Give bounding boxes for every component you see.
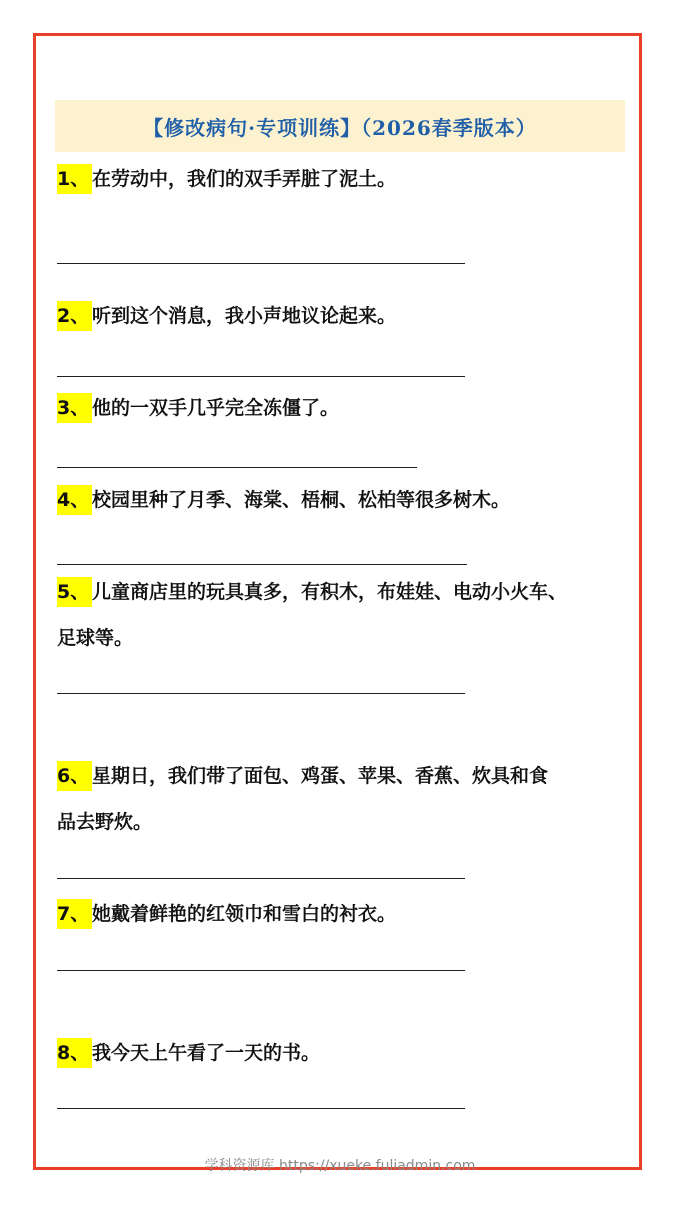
question-number: 1、 [57, 164, 92, 194]
question-text: 在劳动中，我们的双手弄脏了泥土。 [92, 168, 397, 190]
answer-line-8[interactable] [57, 1108, 465, 1109]
answer-line-2[interactable] [57, 376, 465, 377]
question-text: 校园里种了月季、海棠、梧桐、松柏等很多树木。 [92, 489, 511, 511]
question-text-continued: 足球等。 [57, 627, 134, 649]
question-number: 3、 [57, 393, 92, 423]
question-number: 5、 [57, 577, 92, 607]
answer-line-4[interactable] [57, 564, 467, 565]
question-text: 他的一双手几乎完全冻僵了。 [92, 397, 340, 419]
question-4 [57, 477, 510, 523]
question-text: 听到这个消息，我小声地议论起来。 [92, 305, 397, 327]
question-7 [57, 891, 396, 937]
question-number: 8、 [57, 1038, 92, 1068]
question-text: 她戴着鲜艳的红领巾和雪白的衬衣。 [92, 903, 397, 925]
question-8 [57, 1030, 320, 1076]
question-1 [57, 156, 396, 202]
question-3 [57, 385, 339, 431]
question-number: 7、 [57, 899, 92, 929]
question-number: 4、 [57, 485, 92, 515]
question-2 [57, 293, 396, 339]
question-number: 2、 [57, 301, 92, 331]
answer-line-1[interactable] [57, 263, 465, 264]
question-text: 儿童商店里的玩具真多，有积木，布娃娃、电动小火车、 [92, 581, 568, 603]
question-text: 星期日，我们带了面包、鸡蛋、苹果、香蕉、炊具和食 [92, 765, 549, 787]
footer-watermark: 学科资源库 https://xueke.fuliadmin.com [204, 1158, 476, 1174]
answer-line-7[interactable] [57, 970, 465, 971]
answer-line-6[interactable] [57, 878, 465, 879]
question-text: 我今天上午看了一天的书。 [92, 1042, 321, 1064]
answer-line-5[interactable] [57, 693, 465, 694]
question-number: 6、 [57, 761, 92, 791]
answer-line-3[interactable] [57, 467, 417, 468]
worksheet-title: 【修改病句·专项训练】（2026春季版本） [55, 100, 625, 152]
question-6 [57, 753, 548, 845]
question-text-continued: 品去野炊。 [57, 811, 153, 833]
question-5 [57, 569, 567, 661]
